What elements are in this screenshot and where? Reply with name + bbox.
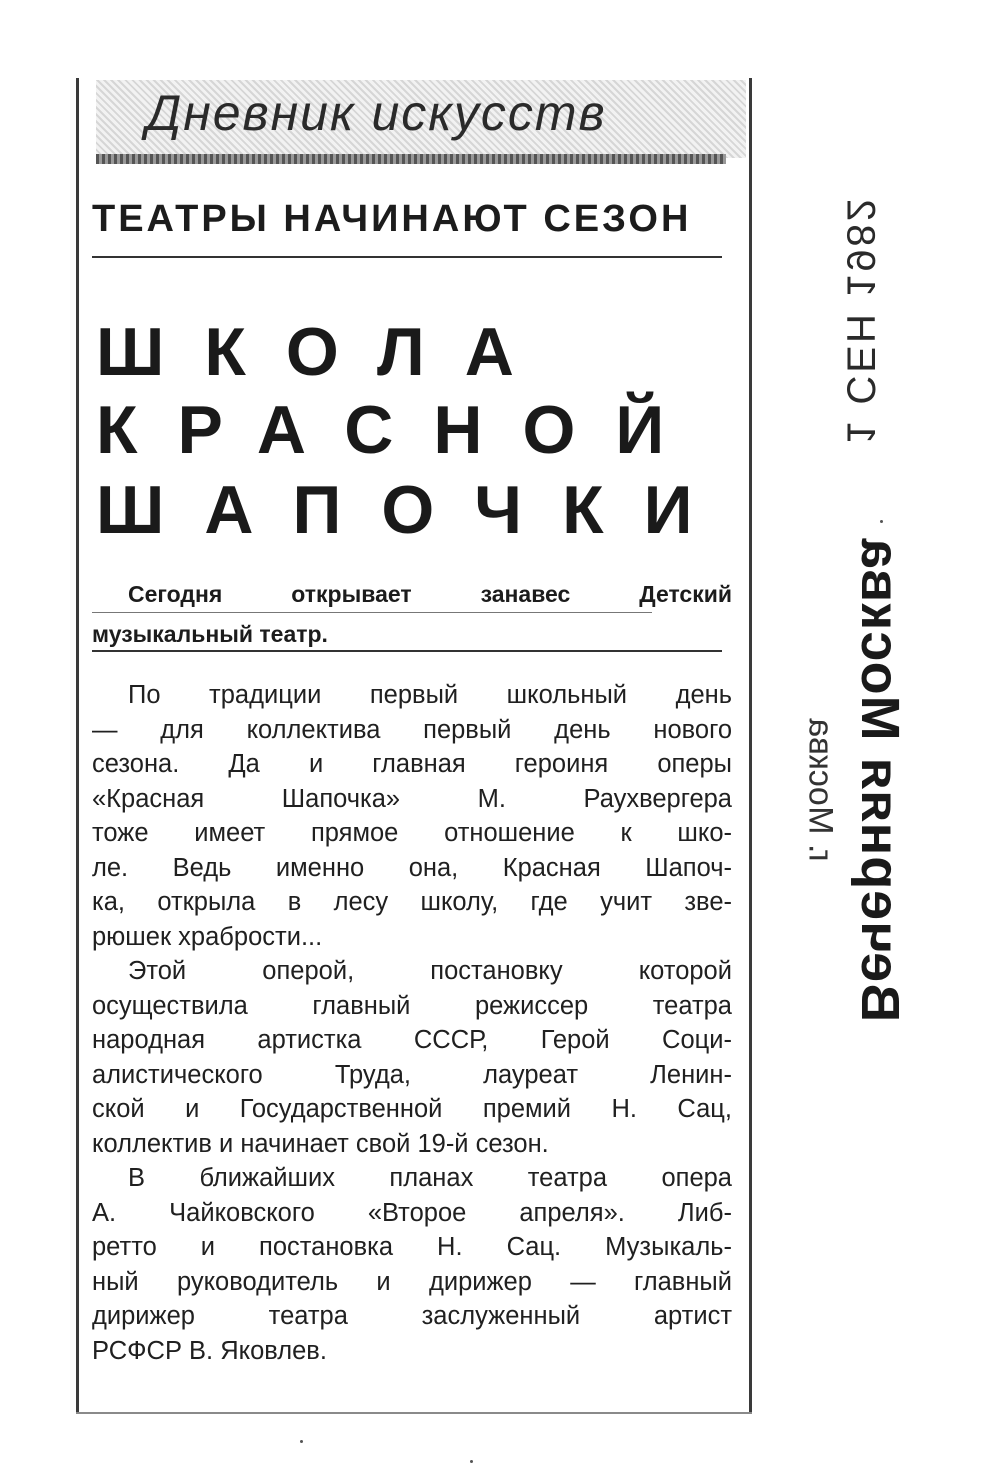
text-line: дирижер театра заслуженный артист xyxy=(92,1302,732,1330)
stamp-newspaper-name: Вечерняя Москва xyxy=(850,537,910,1023)
text-line: Этой оперой, постановку которой xyxy=(128,957,732,985)
lead-line-1: Сегодня открывает занавес Детский xyxy=(128,581,732,607)
scan-speck xyxy=(300,1440,303,1443)
lead-line-2: музыкальный театр. xyxy=(92,621,328,647)
section-subheading: ТЕАТРЫ НАЧИНАЮТ СЕЗОН xyxy=(92,198,692,240)
text-line: ле. Ведь именно она, Красная Шапоч- xyxy=(92,853,732,882)
subheading-rule xyxy=(92,256,722,258)
lead-rule-mid xyxy=(92,612,652,613)
clipping-right-border xyxy=(749,78,752,1414)
text-line: алистического Труда, лауреат Ленин- xyxy=(92,1060,732,1089)
article-paragraph-3 xyxy=(92,1161,732,1368)
article-body xyxy=(92,678,732,1368)
newspaper-clipping xyxy=(76,78,752,1414)
text-line: народная артистка СССР, Герой Соци- xyxy=(92,1026,732,1054)
headline-line-3: ШАПОЧКИ xyxy=(96,472,733,548)
source-stamp xyxy=(800,90,920,1023)
lead-rule-bottom xyxy=(92,650,722,652)
stamp-city: г. Москва xyxy=(801,718,840,862)
rubric-banner xyxy=(96,80,746,158)
text-line: ской и Государственной премий Н. Сац, xyxy=(92,1095,732,1123)
scan-speck xyxy=(880,520,883,523)
text-line: РСФСР В. Яковлев. xyxy=(92,1336,327,1365)
text-line: сезона. Да и главная героиня оперы xyxy=(92,750,732,778)
headline-line-1: ШКОЛА xyxy=(96,314,554,390)
text-line: В ближайших планах театра опера xyxy=(128,1164,732,1192)
article-paragraph-2 xyxy=(92,954,732,1161)
text-line: «Красная Шапочка» М. Раухвергера xyxy=(92,784,732,813)
text-line: По традиции первый школьный день xyxy=(128,681,732,709)
text-line: — для коллектива первый день нового xyxy=(92,715,732,744)
rubric-underline-bar xyxy=(96,154,726,164)
stamp-date: 1 СЕН 1982 xyxy=(838,196,883,444)
clipping-left-border xyxy=(76,78,79,1414)
headline-line-2: КРАСНОЙ xyxy=(96,392,705,468)
text-line: тоже имеет прямое отношение к шко- xyxy=(92,819,732,847)
text-line: коллектив и начинает свой 19-й сезон. xyxy=(92,1129,549,1158)
text-line: ретто и постановка Н. Сац. Музыкаль- xyxy=(92,1233,732,1261)
text-line: ный руководитель и дирижер — главный xyxy=(92,1267,732,1296)
scan-speck xyxy=(470,1460,473,1463)
article-paragraph-1 xyxy=(92,678,732,954)
text-line: ка, открыла в лесу школу, где учит зве- xyxy=(92,888,732,916)
text-line: А. Чайковского «Второе апреля». Либ- xyxy=(92,1198,732,1227)
lead-paragraph xyxy=(92,574,732,654)
clipping-bottom-edge xyxy=(76,1412,752,1414)
text-line: осуществила главный режиссер театра xyxy=(92,991,732,1020)
text-line: рюшек храбрости... xyxy=(92,922,323,951)
rubric-title: Дневник искусств xyxy=(146,85,607,141)
